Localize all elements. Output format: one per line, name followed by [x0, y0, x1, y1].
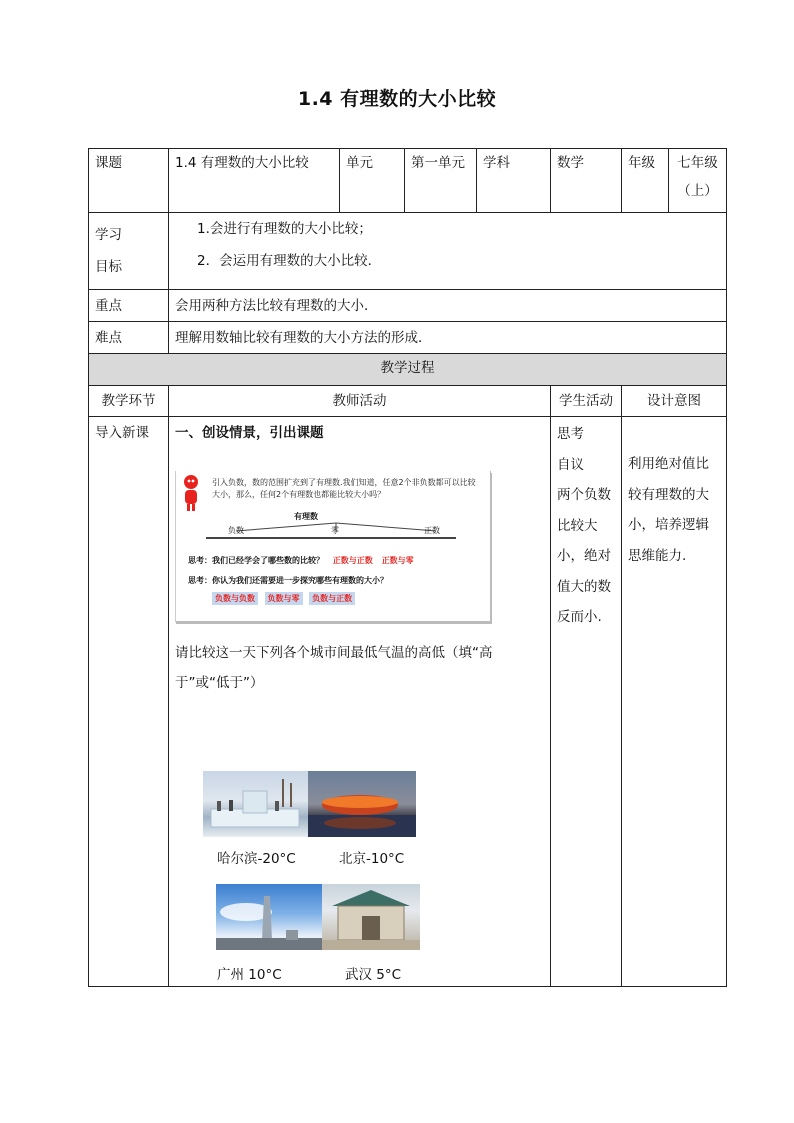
- slide-tags: [212, 592, 359, 605]
- difficulty-label: 难点: [89, 322, 169, 354]
- beijing-nest-illustration: [308, 771, 416, 837]
- unit-label: 单元: [340, 149, 405, 213]
- tree-axis: [206, 537, 456, 539]
- objectives-label-line1: 学习: [95, 227, 122, 243]
- wuhan-building-photo: [322, 884, 420, 950]
- grade-value: 七年级（上）: [669, 149, 727, 213]
- objective-item: 2．会运用有理数的大小比较．: [197, 253, 382, 269]
- course-value: 1.4 有理数的大小比较: [169, 149, 340, 213]
- city-caption: 武汉 5°C: [345, 967, 402, 983]
- wuhan-building-illustration: [322, 884, 420, 950]
- temperature-prompt: 请比较这一天下列各个城市间最低气温的高低（填“高于”或“低于”）: [175, 645, 493, 691]
- branch-negative: 负数: [228, 526, 244, 535]
- student-item: 两个负数比较大小，绝对值大的数反而小.: [557, 487, 611, 625]
- course-label: 课题: [89, 149, 169, 213]
- slide-intro: 引入负数，数的范围扩充到了有理数.我们知道，任意2个非负数都可以比较大小，那么，任何2个有理数也都能比较大小吗？: [212, 478, 476, 499]
- student-item: 自议: [557, 456, 584, 473]
- key-point-label: 重点: [89, 290, 169, 322]
- student-activity-cell: [551, 417, 622, 987]
- slide-tree-header: 有理数: [294, 512, 318, 521]
- mascot-icon: [178, 473, 204, 513]
- page-title: 1.4 有理数的大小比较: [297, 88, 497, 110]
- city-caption: 北京-10°C: [339, 851, 405, 867]
- slide-question-2: 思考：你认为我们还需要进一步探究哪些有理数的大小？: [188, 576, 388, 585]
- q1-answer: 正数与零: [381, 556, 414, 565]
- lesson-plan-table: [88, 148, 727, 987]
- objectives-label-line2: 目标: [95, 259, 122, 275]
- grade-label: 年级: [622, 149, 669, 213]
- slide-question-1: [188, 555, 414, 567]
- student-item: 思考: [557, 426, 584, 442]
- difficulty-text: 理解用数轴比较有理数的大小方法的形成．: [169, 322, 727, 354]
- harbin-ice-illustration: [203, 771, 308, 837]
- city-caption: 哈尔滨-20°C: [217, 851, 296, 867]
- beijing-nest-photo: [308, 771, 416, 837]
- col-student-header: 学生活动: [551, 386, 622, 417]
- col-intent-header: 设计意图: [622, 386, 727, 417]
- teacher-activity-cell: [169, 417, 551, 987]
- guangzhou-tower-photo: [216, 884, 322, 950]
- intent-cell: 利用绝对值比较有理数的大小，培养逻辑思维能力.: [622, 417, 727, 987]
- objectives-text: [169, 213, 727, 290]
- slide-tag: 负数与负数: [212, 592, 258, 605]
- q1-text: 思考：我们已经学会了哪些数的比较？: [188, 556, 324, 565]
- q1-answer: 正数与正数: [332, 556, 373, 565]
- branch-zero: 零: [331, 526, 339, 535]
- intro-slide: [175, 471, 491, 622]
- col-stage-header: 教学环节: [89, 386, 169, 417]
- subject-label: 学科: [477, 149, 551, 213]
- branch-positive: 正数: [424, 526, 440, 535]
- col-teacher-header: 教师活动: [169, 386, 551, 417]
- objective-item: 1.会进行有理数的大小比较；: [197, 221, 372, 237]
- harbin-ice-photo: [203, 771, 308, 837]
- city-caption: 广州 10°C: [217, 967, 282, 983]
- teacher-heading: 一、创设情景，引出课题: [175, 425, 324, 441]
- process-header: 教学过程: [89, 354, 727, 386]
- stage-cell: 导入新课: [89, 417, 169, 987]
- subject-value: 数学: [551, 149, 622, 213]
- slide-tag: 负数与正数: [309, 592, 355, 605]
- objectives-label: [89, 213, 169, 290]
- slide-tag: 负数与零: [265, 592, 303, 605]
- key-point-text: 会用两种方法比较有理数的大小．: [169, 290, 727, 322]
- unit-value: 第一单元: [405, 149, 477, 213]
- guangzhou-tower-illustration: [216, 884, 322, 950]
